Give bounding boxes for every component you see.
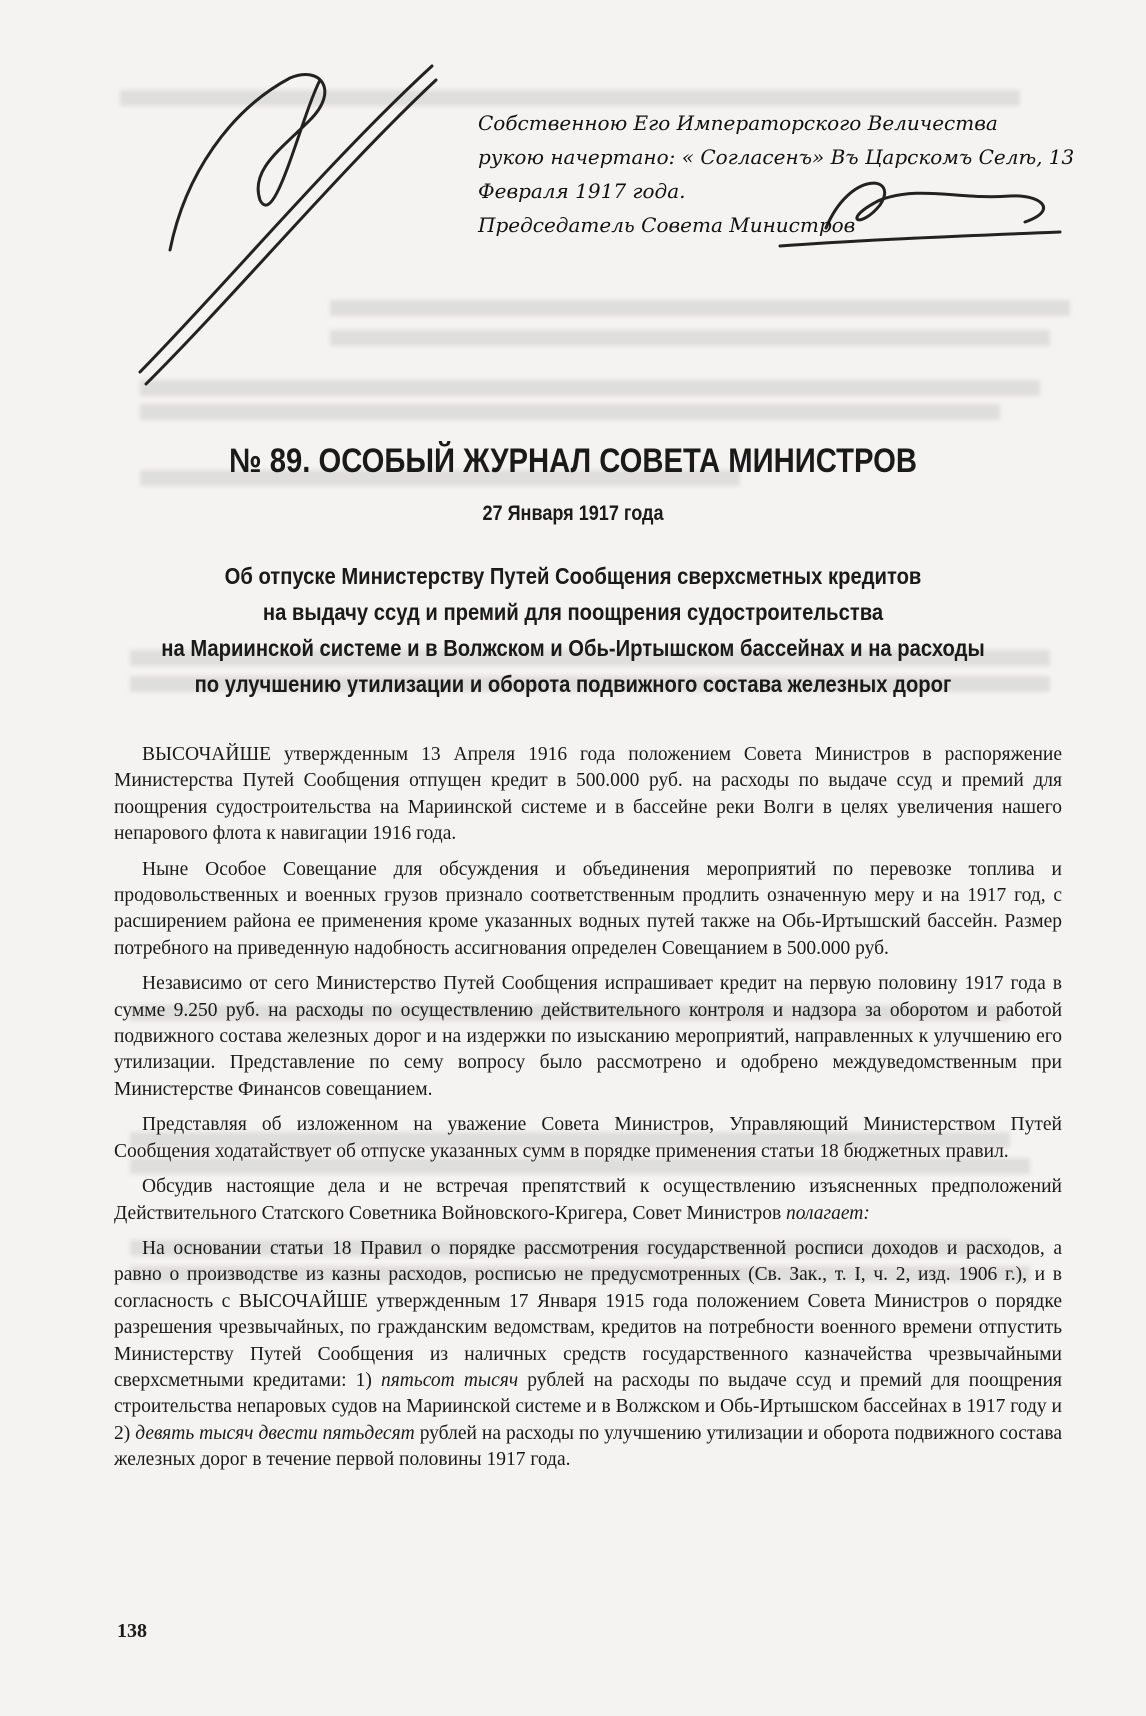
subject-line-4: по улучшению утилизации и оборота подвижного состава железных дорог [194,671,952,697]
handwritten-line-1: Собственною Его Императорского Величества [478,111,998,135]
paragraph-5-text: Обсудив настоящие дела и не встречая препятствий к осуществлению изъясненных предположений Действительного Статского Советника Войновского-Кригера, Совет Министров [114,1176,1062,1224]
paragraph-5 [114,1174,1062,1227]
paragraph-6-text-c: рублей на расходы по улучшению утилизации и оборота подвижного состава железных дорог в течение первой половины 1917 года. [114,1422,1062,1471]
page-number: 138 [117,1620,147,1642]
paragraph-6-emphasis-2: девять тысяч двести пятьдесят [135,1422,415,1444]
paragraph-6-emphasis-1: пятьсот тысяч [380,1369,519,1391]
paragraph-6-text-b: рублей на расходы по выдаче ссуд и премий для поощрения строительства непаровых судов на Мариинской системе и в Волжском и Обь-Иртышском бассейнах в 1917 году и 2) [114,1369,1062,1444]
handwritten-approval-note [478,106,1078,242]
handwritten-line-3: Февраля 1917 года. [478,179,686,203]
paragraph-6 [114,1236,1062,1474]
handwritten-line-2: рукою начертано: « Согласенъ» Въ Царскомъ Селѣ, 13 [478,145,1075,169]
margin-signature-stroke [170,74,325,250]
paragraph-2: Ныне Особое Совещание для обсуждения и объединения мероприятий по перевозке топлива и продовольственных и военных грузов признало соответственным продлить означенную меру и на 1917 год, с расширением района ее применения кроме указанных водных путей также на Обь-Иртышский бассейн. Размер потребного на приведенную надобность ассигнования определен Совещанием в 500.000 руб. [114,858,1062,959]
paragraph-3: Независимо от сего Министерство Путей Сообщения испрашивает кредит на первую половину 1917 года в сумме 9.250 руб. на расходы по осуществлению действительного контроля и надзора за оборотом и работой подвижного состава железных дорог и на издержки по изысканию мероприятий, направленных к улучшению его утилизации. Представление по сему вопросу было рассмотрено и одобрено междуведомственным при Министерстве Финансов совещанием. [114,973,1062,1100]
document-subject [132,558,1014,702]
paragraph-5-emphasis: полагает: [786,1202,870,1224]
paragraph-6-text-a: На основании статьи 18 Правил о порядке рассмотрения государственной росписи доходов и расходов, а равно о производстве из казны расходов, росписью не предусмотренных (Св. Зак., т. I, ч. 2, изд. 1906 г.), и в согласность с ВЫСОЧАЙШЕ утвержденным 17 Января 1915 года положением Совета Министров о порядке разрешения чрезвычайных, по гражданским ведомствам, кредитов на потребности военного времени отпустить Министерству Путей Сообщения из наличных средств государственного казначейства чрезвычайными сверхсметными кредитами: 1) [114,1237,1062,1391]
subject-line-3: на Мариинской системе и в Волжском и Обь-Иртышском бассейнах и на расходы [161,635,985,661]
paragraph-1: ВЫСОЧАЙШЕ утвержденным 13 Апреля 1916 года положением Совета Министров в распоряжение Министерства Путей Сообщения отпущен кредит в 500.000 руб. на расходы по выдаче ссуд и премий для поощрения судостроительства на Мариинской системе и в бассейне реки Волги в целях увеличения нашего непарового флота к навигации 1916 года. [114,744,1062,845]
paragraph-4: Представляя об изложенном на уважение Совета Министров, Управляющий Министерством Путей Сообщения ходатайствует об отпуске указанных сумм в порядке применения статьи 18 бюджетных правил. [114,1114,1062,1162]
document-title: № 89. ОСОБЫЙ ЖУРНАЛ СОВЕТА МИНИСТРОВ [229,442,917,480]
subject-line-2: на выдачу ссуд и премий для поощрения судостроительства [262,599,884,625]
handwritten-line-4: Председатель Совета Министров [478,213,856,237]
margin-signature-underline [140,66,432,372]
margin-signature-underline-2 [146,80,436,384]
subject-line-1: Об отпуске Министерству Путей Сообщения сверхсметных кредитов [224,563,922,589]
document-date: 27 Января 1917 года [482,502,664,525]
document-body [114,742,1062,1483]
